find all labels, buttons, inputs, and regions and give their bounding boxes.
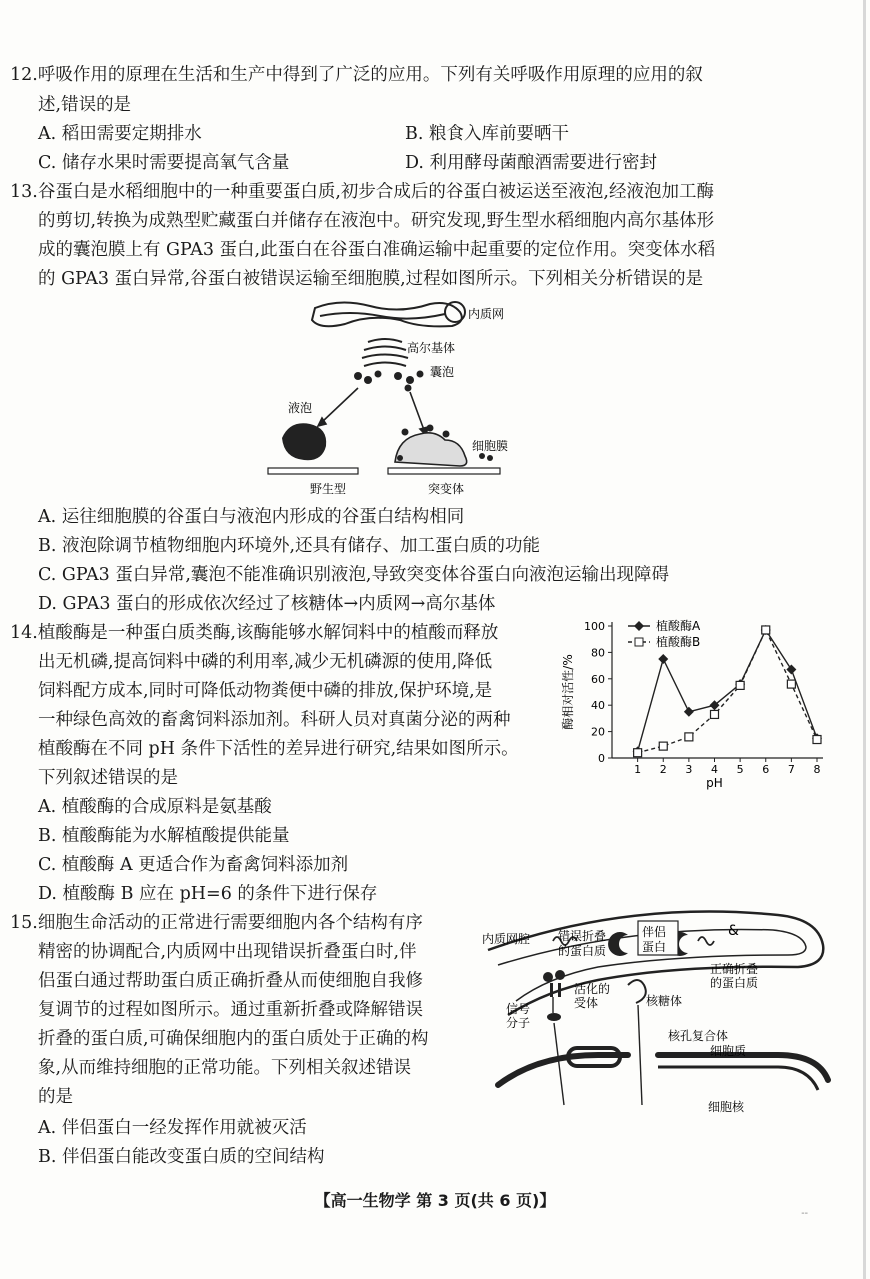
- q14-stem-line-3: 饲料配方成本,同时可降低动物粪便中磷的排放,保护环境,是: [38, 681, 493, 701]
- corner-mark: --: [801, 1208, 808, 1219]
- q15-stem-line-6: 象,从而维持细胞的正常功能。下列相关叙述错误: [38, 1058, 412, 1078]
- q13-option-d: D. GPA3 蛋白的形成依次经过了核糖体→内质网→高尔基体: [38, 594, 496, 614]
- q13-option-a: A. 运往细胞膜的谷蛋白与液泡内形成的谷蛋白结构相同: [38, 507, 465, 527]
- q14-stem-line-5: 植酸酶在不同 pH 条件下活性的差异进行研究,结果如图所示。: [38, 739, 519, 759]
- legend-marker: [634, 621, 644, 631]
- label-nucleus: 细胞核: [708, 1100, 745, 1114]
- point-a: [658, 654, 668, 664]
- label-signal-1: 信号: [506, 1002, 531, 1016]
- label-misfold-1: 错误折叠: [558, 929, 607, 943]
- signal-path-arrow: [554, 1023, 564, 1105]
- golgi-shape: [362, 339, 408, 366]
- label-active-2: 受体: [574, 996, 599, 1010]
- y-tick-label: 60: [591, 672, 605, 686]
- q15-stem-line-3: 侣蛋白通过帮助蛋白质正确折叠从而使细胞自我修: [38, 971, 423, 991]
- q14-stem-line-6: 下列叙述错误的是: [38, 768, 178, 788]
- label-npc: 核孔复合体: [668, 1029, 729, 1043]
- q12-option-c: C. 储存水果时需要提高氧气含量: [38, 153, 290, 173]
- vesicles: [354, 371, 424, 392]
- q13-stem-line-4: 的 GPA3 蛋白异常,谷蛋白被错误运输至细胞膜,过程如图所示。下列相关分析错误的是: [38, 269, 704, 289]
- point-b: [736, 681, 744, 689]
- label-chap-2: 蛋白: [642, 940, 667, 954]
- y-axis-label: 酶相对活性/%: [561, 654, 575, 730]
- q14-option-a: A. 植酸酶的合成原料是氨基酸: [38, 797, 272, 817]
- membrane-bulge: [395, 433, 467, 466]
- q13-stem-line-2: 的剪切,转换为成熟型贮藏蛋白并储存在液泡中。研究发现,野生型水稻细胞内高尔基体形: [38, 211, 715, 231]
- q15-stem-line-4: 复调节的过程如图所示。通过重新折叠或降解错误: [38, 1000, 423, 1020]
- y-tick-label: 80: [591, 646, 605, 660]
- x-tick-label: 5: [736, 763, 744, 776]
- point-b: [685, 733, 693, 741]
- q14-stem-line-1: 14.植酸酶是一种蛋白质类酶,该酶能够水解饲料中的植酸而释放: [10, 623, 499, 643]
- x-axis-label: pH: [706, 776, 723, 790]
- ribosome-path-arrow: [638, 1005, 642, 1105]
- q14-option-d: D. 植酸酶 B 应在 pH=6 的条件下进行保存: [38, 884, 378, 904]
- label-ribosome: 核糖体: [646, 994, 683, 1008]
- ribosome-shape: [628, 980, 646, 1003]
- label-signal-2: 分子: [506, 1016, 531, 1030]
- x-tick-label: 7: [787, 763, 795, 776]
- q14-option-b: B. 植酸酶能为水解植酸提供能量: [38, 826, 290, 846]
- page-footer: 【高一生物学 第 3 页(共 6 页)】: [314, 1191, 556, 1210]
- q14-activity-chart: [560, 612, 850, 792]
- x-tick-label: 8: [813, 763, 821, 776]
- q14-stem-line-2: 出无机磷,提高饲料中磷的利用率,减少无机磷源的使用,降低: [38, 652, 493, 672]
- nuclear-envelope-inner: [658, 1067, 818, 1090]
- label-wild: 野生型: [310, 482, 347, 496]
- x-tick-label: 1: [634, 763, 642, 776]
- q15-stem-line-2: 精密的协调配合,内质网中出现错误折叠蛋白时,伴: [38, 942, 417, 962]
- x-tick-label: 6: [762, 763, 770, 776]
- label-lumen: 内质网腔: [482, 932, 531, 946]
- x-tick-label: 2: [659, 763, 667, 776]
- label-er: 内质网: [468, 307, 505, 321]
- legend-marker: [635, 638, 643, 646]
- q15-stem-line-7: 的是: [38, 1087, 73, 1107]
- wild-membrane: [268, 468, 358, 474]
- y-tick-label: 100: [584, 620, 605, 633]
- point-b: [762, 626, 770, 634]
- point-b: [813, 736, 821, 744]
- chart-legend: [628, 618, 701, 649]
- chaperone-icon: [608, 932, 628, 956]
- label-golgi: 高尔基体: [407, 341, 456, 355]
- q13-option-b: B. 液泡除调节植物细胞内环境外,还具有储存、加工蛋白质的功能: [38, 536, 541, 556]
- er-shape: [312, 302, 465, 326]
- scan-edge: [863, 0, 866, 1279]
- label-chap-1: 伴侣: [642, 925, 667, 939]
- q13-option-c: C. GPA3 蛋白异常,囊泡不能准确识别液泡,导致突变体谷蛋白向液泡运输出现障碍: [38, 565, 669, 585]
- q14-stem-line-4: 一种绿色高效的畜禽饲料添加剂。科研人员对真菌分泌的两种: [38, 710, 511, 730]
- folding-protein: [698, 937, 714, 945]
- q15-option-b: B. 伴侣蛋白能改变蛋白质的空间结构: [38, 1147, 325, 1167]
- q13-transport-diagram: [260, 290, 580, 505]
- point-a: [786, 665, 796, 675]
- label-vacuole: 液泡: [288, 401, 313, 415]
- vacuole-shape: [282, 423, 326, 460]
- legend-label: 植酸酶A: [656, 619, 701, 633]
- q13-stem-line-3: 成的囊泡膜上有 GPA3 蛋白,此蛋白在谷蛋白准确运输中起重要的定位作用。突变体水稻: [38, 240, 716, 260]
- q15-stem-line-1: 15.细胞生命活动的正常进行需要细胞内各个结构有序: [10, 913, 423, 933]
- y-tick-label: 20: [591, 725, 605, 739]
- label-correct-2: 的蛋白质: [710, 976, 759, 990]
- y-tick-label: 0: [598, 752, 605, 765]
- point-b: [659, 742, 667, 750]
- x-tick-label: 3: [685, 763, 693, 776]
- mutant-membrane: [388, 468, 500, 474]
- x-tick-label: 4: [711, 763, 718, 776]
- q15-stem-line-5: 折叠的蛋白质,可确保细胞内的蛋白质处于正确的构: [38, 1029, 429, 1049]
- q12-option-d: D. 利用酵母菌酿酒需要进行密封: [405, 153, 658, 173]
- label-mutant: 突变体: [428, 482, 465, 496]
- point-b: [634, 749, 642, 757]
- point-a: [684, 707, 694, 717]
- y-tick-label: 40: [591, 699, 605, 713]
- legend-label: 植酸酶B: [656, 635, 701, 649]
- q12-stem-line-2: 述,错误的是: [38, 95, 132, 115]
- folded-protein-icon: &: [728, 923, 739, 939]
- label-misfold-2: 的蛋白质: [558, 944, 607, 958]
- signal-molecule: [547, 1013, 561, 1021]
- q13-stem-line-1: 13.谷蛋白是水稻细胞中的一种重要蛋白质,初步合成后的谷蛋白被运送至液泡,经液泡加工酶: [10, 182, 714, 202]
- label-vesicle: 囊泡: [430, 365, 455, 379]
- q12-option-b: B. 粮食入库前要晒干: [405, 124, 569, 144]
- point-b: [711, 710, 719, 718]
- point-b: [787, 680, 795, 688]
- label-active-1: 活化的: [574, 982, 611, 996]
- q15-option-a: A. 伴侣蛋白一经发挥作用就被灭活: [38, 1118, 307, 1138]
- nuclear-envelope-left: [498, 1055, 628, 1085]
- transport-arrows: [318, 388, 428, 435]
- label-cytoplasm: 细胞质: [710, 1044, 747, 1058]
- q12-option-a: A. 稻田需要定期排水: [38, 124, 202, 144]
- q14-option-c: C. 植酸酶 A 更适合作为畜禽饲料添加剂: [38, 855, 349, 875]
- label-correct-1: 正确折叠: [710, 962, 759, 976]
- q15-chaperone-diagram: [478, 905, 840, 1117]
- q12-stem-line-1: 12.呼吸作用的原理在生活和生产中得到了广泛的应用。下列有关呼吸作用原理的应用的叙: [10, 65, 703, 85]
- label-membrane: 细胞膜: [472, 439, 509, 453]
